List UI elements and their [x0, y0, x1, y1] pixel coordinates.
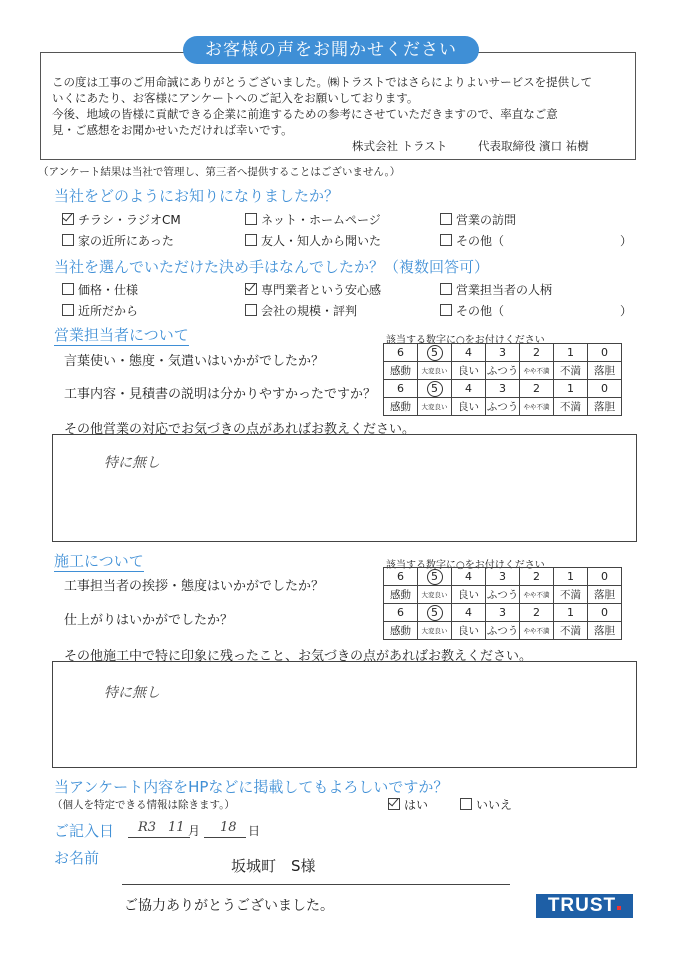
- name-value[interactable]: 坂城町 S様: [231, 857, 316, 875]
- checkbox-checked-icon[interactable]: [388, 798, 400, 810]
- rating-num[interactable]: 3: [486, 604, 520, 622]
- company-name: 株式会社 トラスト: [352, 139, 448, 153]
- publish-note: （個人を特定できる情報は除きます。）: [52, 799, 235, 811]
- rating-num[interactable]: 4: [452, 604, 486, 622]
- rating-label: 感動: [384, 362, 418, 380]
- rating-label: 大変良い: [418, 586, 452, 604]
- checkbox-icon[interactable]: [440, 283, 452, 295]
- q2-question: 当社を選んでいただけた決め手はなんでしたか？（複数回答可）: [54, 258, 490, 276]
- checkbox-icon[interactable]: [440, 304, 452, 316]
- rating-row: [384, 604, 622, 622]
- construction-rating-table: [383, 567, 622, 640]
- date-day-line: [204, 837, 246, 838]
- rating-num[interactable]: 4: [452, 380, 486, 398]
- trust-logo: TRUST: [536, 894, 633, 918]
- rating-num-selected[interactable]: [418, 604, 452, 622]
- rating-label: ふつう: [486, 622, 520, 640]
- rating-label: やや不満: [520, 362, 554, 380]
- rating-num-selected[interactable]: [418, 568, 452, 586]
- q2-option[interactable]: その他（: [440, 302, 504, 319]
- rating-num[interactable]: 4: [452, 568, 486, 586]
- logo-dot-icon: [617, 906, 621, 910]
- q1-option[interactable]: ネット・ホームページ: [245, 211, 381, 228]
- q2-close-paren: ）: [620, 304, 633, 318]
- q2-option[interactable]: 営業担当者の人柄: [440, 281, 552, 298]
- rating-label: 落胆: [588, 622, 622, 640]
- rating-num[interactable]: 0: [588, 380, 622, 398]
- construction-comment-box[interactable]: [52, 661, 637, 768]
- rating-label-row: [384, 586, 622, 604]
- intro-line: この度は工事のご用命誠にありがとうございました。㈱トラストではさらによりよいサービスを提供して: [52, 75, 593, 89]
- q2-option[interactable]: 会社の規模・評判: [245, 302, 357, 319]
- date-label: ご記入日: [54, 822, 115, 840]
- date-month[interactable]: 11: [168, 820, 185, 835]
- intro-line: 今後、地域の皆様に貢献できる企業に前進するための参考にさせていただきますので、率直なご意: [52, 107, 558, 121]
- rating-num[interactable]: 0: [588, 604, 622, 622]
- q2-option[interactable]: 価格・仕様: [62, 281, 138, 298]
- q2-option[interactable]: 専門業者という安心感: [245, 281, 381, 298]
- sales-hint: 該当する数字に○をお付けください: [386, 335, 545, 346]
- checkbox-icon[interactable]: [62, 234, 74, 246]
- q2-option[interactable]: 近所だから: [62, 302, 138, 319]
- rating-label: やや不満: [520, 398, 554, 416]
- circle-icon: 5: [427, 345, 443, 361]
- rating-num[interactable]: 6: [384, 380, 418, 398]
- rating-num[interactable]: 0: [588, 344, 622, 362]
- sales-comment-handwriting: 特に無し: [104, 455, 160, 471]
- construction-question-1: 工事担当者の挨拶・態度はいかがでしたか？: [64, 579, 325, 594]
- rating-label: 感動: [384, 398, 418, 416]
- rating-row: [384, 344, 622, 362]
- sales-comment-prompt: その他営業の対応でお気づきの点があればお教えください。: [64, 422, 416, 437]
- rating-num[interactable]: 1: [554, 380, 588, 398]
- rating-label: ふつう: [486, 398, 520, 416]
- rating-num[interactable]: 6: [384, 604, 418, 622]
- q1-option[interactable]: その他（: [440, 232, 504, 249]
- circle-icon: 5: [427, 569, 443, 585]
- rating-num[interactable]: 1: [554, 568, 588, 586]
- date-year-line: [128, 837, 190, 838]
- rating-num[interactable]: 3: [486, 380, 520, 398]
- checkbox-icon[interactable]: [245, 213, 257, 225]
- rating-label: 良い: [452, 362, 486, 380]
- name-label: お名前: [54, 849, 100, 867]
- rating-label: 落胆: [588, 586, 622, 604]
- checkbox-icon[interactable]: [440, 213, 452, 225]
- rating-num-selected[interactable]: [418, 380, 452, 398]
- rating-label: 不満: [554, 622, 588, 640]
- sales-question-1: 言葉使い・態度・気遣いはいかがでしたか？: [64, 354, 325, 369]
- thanks-text: ご協力ありがとうございました。: [124, 898, 334, 914]
- privacy-note: （アンケート結果は当社で管理し、第三者へ提供することはございません。）: [38, 166, 401, 178]
- rating-label: ふつう: [486, 362, 520, 380]
- rating-label: 落胆: [588, 398, 622, 416]
- rating-label: やや不満: [520, 586, 554, 604]
- rating-label-row: [384, 398, 622, 416]
- rating-num-selected[interactable]: [418, 344, 452, 362]
- checkbox-checked-icon[interactable]: [245, 283, 257, 295]
- circle-icon: 5: [427, 605, 443, 621]
- checkbox-icon[interactable]: [440, 234, 452, 246]
- q1-question: 当社をどのようにお知りになりましたか？: [54, 187, 340, 205]
- rating-label: 感動: [384, 586, 418, 604]
- intro-line: 見・ご感想をお聞かせいただければ幸いです。: [52, 123, 293, 137]
- checkbox-checked-icon[interactable]: [62, 213, 74, 225]
- date-day[interactable]: 18: [220, 820, 237, 835]
- rating-label-row: [384, 622, 622, 640]
- sales-question-2: 工事内容・見積書の説明は分かりやすかったですか？: [64, 387, 377, 402]
- q1-option[interactable]: 家の近所にあった: [62, 232, 174, 249]
- rating-label: 不満: [554, 398, 588, 416]
- publish-no-option[interactable]: いいえ: [460, 796, 512, 813]
- rating-label: 良い: [452, 622, 486, 640]
- sales-comment-box[interactable]: [52, 434, 637, 542]
- publish-yes-option[interactable]: はい: [388, 796, 428, 813]
- rating-label: 不満: [554, 362, 588, 380]
- construction-comment-prompt: その他施工中で特に印象に残ったこと、お気づきの点があればお教えください。: [64, 649, 533, 664]
- construction-hint: 該当する数字に○をお付けください: [386, 560, 545, 571]
- construction-question-2: 仕上がりはいかがでしたか？: [64, 613, 234, 628]
- rating-label: 大変良い: [418, 622, 452, 640]
- survey-title: お客様の声をお聞かせください: [183, 36, 479, 64]
- q1-close-paren: ）: [620, 234, 633, 248]
- construction-comment-handwriting: 特に無し: [104, 685, 160, 701]
- rating-label: 大変良い: [418, 362, 452, 380]
- rating-label: 感動: [384, 622, 418, 640]
- rating-row: [384, 568, 622, 586]
- date-year[interactable]: R3: [138, 820, 157, 835]
- q1-option[interactable]: チラシ・ラジオCM: [62, 211, 181, 228]
- q1-option[interactable]: 友人・知人から聞いた: [245, 232, 381, 249]
- rating-num[interactable]: 6: [384, 344, 418, 362]
- rating-label: 大変良い: [418, 398, 452, 416]
- name-line: [122, 884, 510, 885]
- checkbox-icon[interactable]: [62, 283, 74, 295]
- date-day-label: 日: [248, 824, 261, 838]
- checkbox-icon[interactable]: [245, 234, 257, 246]
- construction-heading: 施工について: [54, 552, 144, 570]
- rating-num[interactable]: 6: [384, 568, 418, 586]
- sales-rating-table: [383, 343, 622, 416]
- publish-question: 当アンケート内容をHPなどに掲載してもよろしいですか？: [54, 778, 449, 796]
- rating-num[interactable]: 3: [486, 344, 520, 362]
- sales-heading: 営業担当者について: [54, 326, 189, 344]
- q1-option[interactable]: 営業の訪問: [440, 211, 516, 228]
- checkbox-icon[interactable]: [460, 798, 472, 810]
- rating-num[interactable]: 2: [520, 380, 554, 398]
- date-month-label: 月: [188, 824, 201, 838]
- rating-label: 落胆: [588, 362, 622, 380]
- rating-num[interactable]: 1: [554, 344, 588, 362]
- intro-line: いくにあたり、お客様にアンケートへのご記入をお願いしております。: [52, 91, 419, 105]
- checkbox-icon[interactable]: [62, 304, 74, 316]
- circle-icon: 5: [427, 381, 443, 397]
- rating-label: 不満: [554, 586, 588, 604]
- rating-num[interactable]: 2: [520, 604, 554, 622]
- rating-num[interactable]: 4: [452, 344, 486, 362]
- rating-num[interactable]: 2: [520, 344, 554, 362]
- rating-num[interactable]: 2: [520, 568, 554, 586]
- rating-row: [384, 380, 622, 398]
- rating-label: 良い: [452, 586, 486, 604]
- rating-label: ふつう: [486, 586, 520, 604]
- rating-label-row: [384, 362, 622, 380]
- rating-num[interactable]: 0: [588, 568, 622, 586]
- representative-name: 代表取締役 濱口 祐樹: [478, 139, 589, 153]
- intro-text: [52, 74, 622, 138]
- rating-num[interactable]: 3: [486, 568, 520, 586]
- rating-num[interactable]: 1: [554, 604, 588, 622]
- checkbox-icon[interactable]: [245, 304, 257, 316]
- rating-label: 良い: [452, 398, 486, 416]
- rating-label: やや不満: [520, 622, 554, 640]
